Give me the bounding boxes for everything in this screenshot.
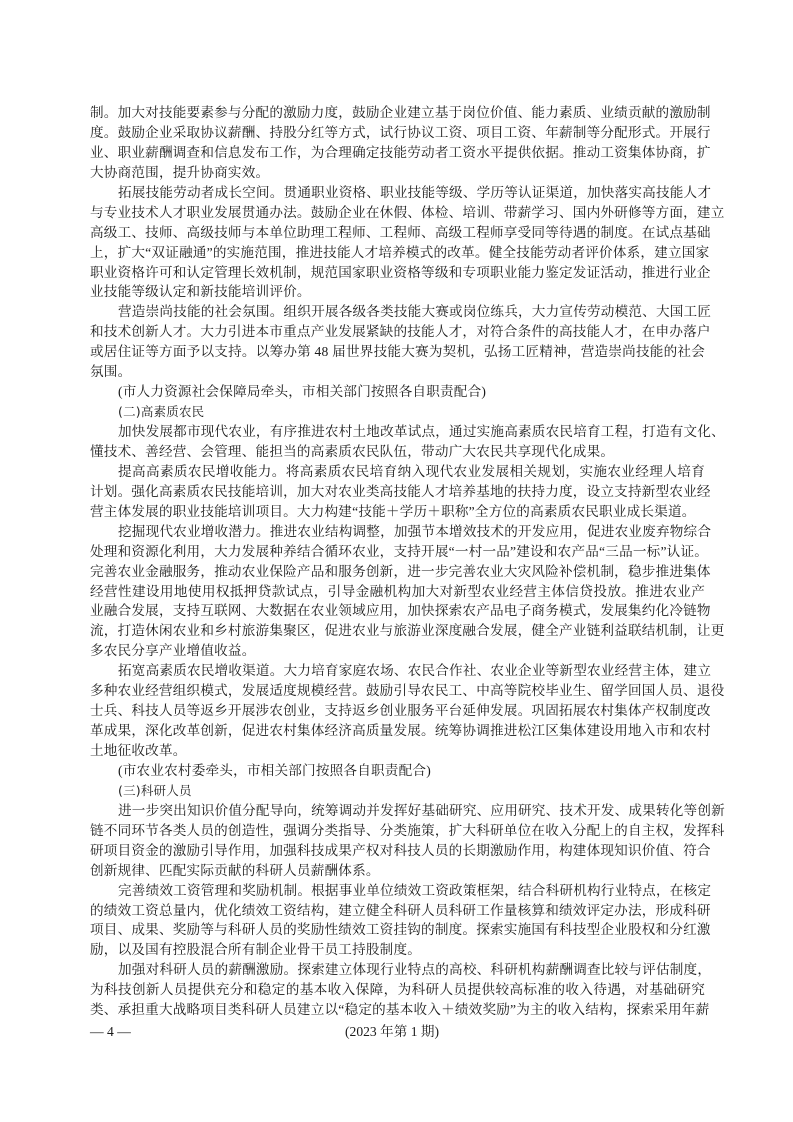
text-line: 或居住证等方面予以支持。以筹办第 48 届世界技能大赛为契机，弘扬工匠精神，营造崇尚技能的社会 — [90, 344, 705, 360]
text-line: 计划。强化高素质农民技能培训，加大对农业类高技能人才培养基地的扶持力度，设立支持新型农业经 — [90, 483, 711, 499]
paragraph — [90, 462, 711, 522]
text-line: 处理和资源化利用，大力发展种养结合循环农业，支持开展“一村一品”建设和农产品“三品一标”认证。 — [90, 543, 709, 559]
text-line: (三)科研人员 — [118, 782, 192, 798]
text-line: 营造崇尚技能的社会氛围。组织开展各级各类技能大赛或岗位练兵，大力宣传劳动模范、大国工匠 — [118, 304, 712, 320]
paragraph — [90, 960, 712, 1020]
issue-label: (2023 年第 1 期) — [345, 1024, 440, 1039]
text-line: 业融合发展，支持互联网、大数据在农业领域应用，加快探索农产品电子商务模式，发展集约化冷链物 — [90, 603, 711, 619]
text-line: 职业资格许可和认定管理长效机制，规范国家职业资格等级和专项职业能力鉴定发证活动，推进行业企 — [90, 264, 711, 280]
text-line: 提高高素质农民增收能力。将高素质农民培育纳入现代农业发展相关规划，实施农业经理人培育 — [118, 463, 705, 479]
document-body — [90, 103, 725, 1020]
text-line: 链不同环节各类人员的创造性，强调分类指导、分类施策，扩大科研单位在收入分配上的自主权，发挥科 — [90, 822, 725, 838]
text-line: 项目、成果、奖励等与科研人员的奖励性绩效工资挂钩的制度。探索实施国有科技型企业股权和分红激 — [90, 922, 711, 938]
text-line: 业技能等级认定和新技能培训评价。 — [90, 284, 311, 300]
text-line: 拓展技能劳动者成长空间。贯通职业资格、职业技能等级、学历等认证渠道，加快落实高技能人才 — [118, 184, 712, 200]
text-line: 土地征收改革。 — [90, 743, 187, 758]
text-line: 士兵、科技人员等返乡开展涉农创业，支持返乡创业服务平台延伸发展。巩固拓展农村集体产权制度改 — [90, 703, 711, 719]
text-line: 为科技创新人员提供充分和稳定的基本收入保障，为科研人员提供较高标准的收入待遇，对基础研究 — [90, 982, 705, 998]
text-line: 多种农业经营组织模式，发展适度规模经营。鼓励引导农民工、中高等院校毕业生、留学回国人员、退役 — [90, 683, 725, 699]
text-line: (二)高素质农民 — [118, 404, 205, 420]
text-line: 革成果，深化改革创新，促进农村集体经济高质量发展。统筹协调推进松江区集体建设用地入市和农村 — [90, 723, 711, 739]
text-line: 制。加大对技能要素参与分配的激励力度，鼓励企业建立基于岗位价值、能力素质、业绩贡献的激励制 — [90, 105, 711, 120]
paragraph — [90, 183, 725, 303]
responsibility-note — [90, 382, 705, 402]
responsibility-note — [90, 761, 705, 781]
paragraph — [90, 422, 725, 462]
text-line: 上，扩大“双证融通”的实施范围，推进技能人才培养模式的改革。健全技能劳动者评价体系，建立国家 — [90, 244, 710, 260]
text-line: 加强对科研人员的薪酬激励。探索建立体现行业特点的高校、科研机构薪酬调查比较与评估制度， — [118, 962, 712, 978]
page-number: — 4 — — [90, 1024, 131, 1039]
text-line: 度。鼓励企业采取协议薪酬、持股分红等方式，试行协议工资、项目工资、年薪制等分配形式。开展行 — [90, 124, 711, 140]
text-line: (市人力资源社会保障局牵头，市相关部门按照各自职责配合) — [118, 384, 487, 400]
page-footer — [90, 1022, 705, 1042]
text-line: 经营性建设用地使用权抵押贷款试点，引导金融机构加大对新型农业经营主体信贷投放。推进农业产 — [90, 583, 705, 599]
text-line: 懂技术、善经营、会管理、能担当的高素质农民队伍，带动广大农民共享现代化成果。 — [90, 443, 615, 459]
text-line: 完善农业金融服务，推动农业保险产品和服务创新，进一步完善农业大灾风险补偿机制，稳步推进集体 — [90, 563, 711, 579]
text-line: 励，以及国有控股混合所有制企业骨干员工持股制度。 — [90, 942, 422, 958]
text-line: 多农民分享产业增值收益。 — [90, 643, 256, 659]
text-line: 的绩效工资总量内，优化绩效工资结构，建立健全科研人员科研工作量核算和绩效评定办法，形成科研 — [90, 902, 711, 918]
text-line: 完善绩效工资管理和奖励机制。根据事业单位绩效工资政策框架，结合科研机构行业特点，在核定 — [118, 882, 712, 898]
text-line: 挖掘现代农业增收潜力。推进农业结构调整，加强节本增效技术的开发应用，促进农业废弃物综合 — [118, 523, 712, 539]
section-heading — [90, 781, 705, 801]
text-line: 大协商范围，提升协商实效。 — [90, 164, 270, 180]
section-heading — [90, 402, 705, 422]
paragraph — [90, 302, 712, 382]
text-line: 研项目资金的激励引导作用，加强科技成果产权对科技人员的长期激励作用，构建体现知识价值、符合 — [90, 842, 711, 858]
text-line: 进一步突出知识价值分配导向，统筹调动并发挥好基础研究、应用研究、技术开发、成果转化等创新 — [118, 802, 725, 818]
text-line: 高级工、技师、高级技师与本单位助理工程师、工程师、高级工程师享受同等待遇的制度。在试点基础 — [90, 224, 711, 240]
text-line: 和技术创新人才。大力引进本市重点产业发展紧缺的技能人才，对符合条件的高技能人才，在申办落户 — [90, 324, 711, 340]
text-line: 类、承担重大战略项目类科研人员建立以“稳定的基本收入＋绩效奖励”为主的收入结构，探索采用年薪 — [90, 1002, 710, 1018]
paragraph — [90, 522, 725, 662]
paragraph — [90, 103, 711, 183]
text-line: 流，打造休闲农业和乡村旅游集聚区，促进农业与旅游业深度融合发展，健全产业链利益联结机制，让更 — [90, 623, 725, 639]
text-line: 加快发展都市现代农业，有序推进农村土地改革试点，通过实施高素质农民培育工程，打造有文化、 — [118, 424, 725, 439]
text-line: 拓宽高素质农民增收渠道。大力培育家庭农场、农民合作社、农业企业等新型农业经营主体，建立 — [118, 663, 712, 679]
text-line: 营主体发展的职业技能培训项目。大力构建“技能＋学历＋职称”全方位的高素质农民职业成长渠道。 — [90, 503, 696, 519]
text-line: 与专业技术人才职业发展贯通办法。鼓励企业在休假、体检、培训、带薪学习、国内外研修等方面，建立 — [90, 204, 725, 220]
text-line: 创新规律、匹配实际贡献的科研人员薪酬体系。 — [90, 862, 380, 878]
text-line: 业、职业薪酬调查和信息发布工作，为合理确定技能劳动者工资水平提供依据。推动工资集体协商，扩 — [90, 144, 711, 160]
paragraph — [90, 881, 712, 961]
text-line: (市农业农村委牵头，市相关部门按照各自职责配合) — [118, 762, 431, 778]
paragraph — [90, 801, 725, 881]
text-line: 氛围。 — [90, 364, 132, 380]
paragraph — [90, 661, 725, 761]
